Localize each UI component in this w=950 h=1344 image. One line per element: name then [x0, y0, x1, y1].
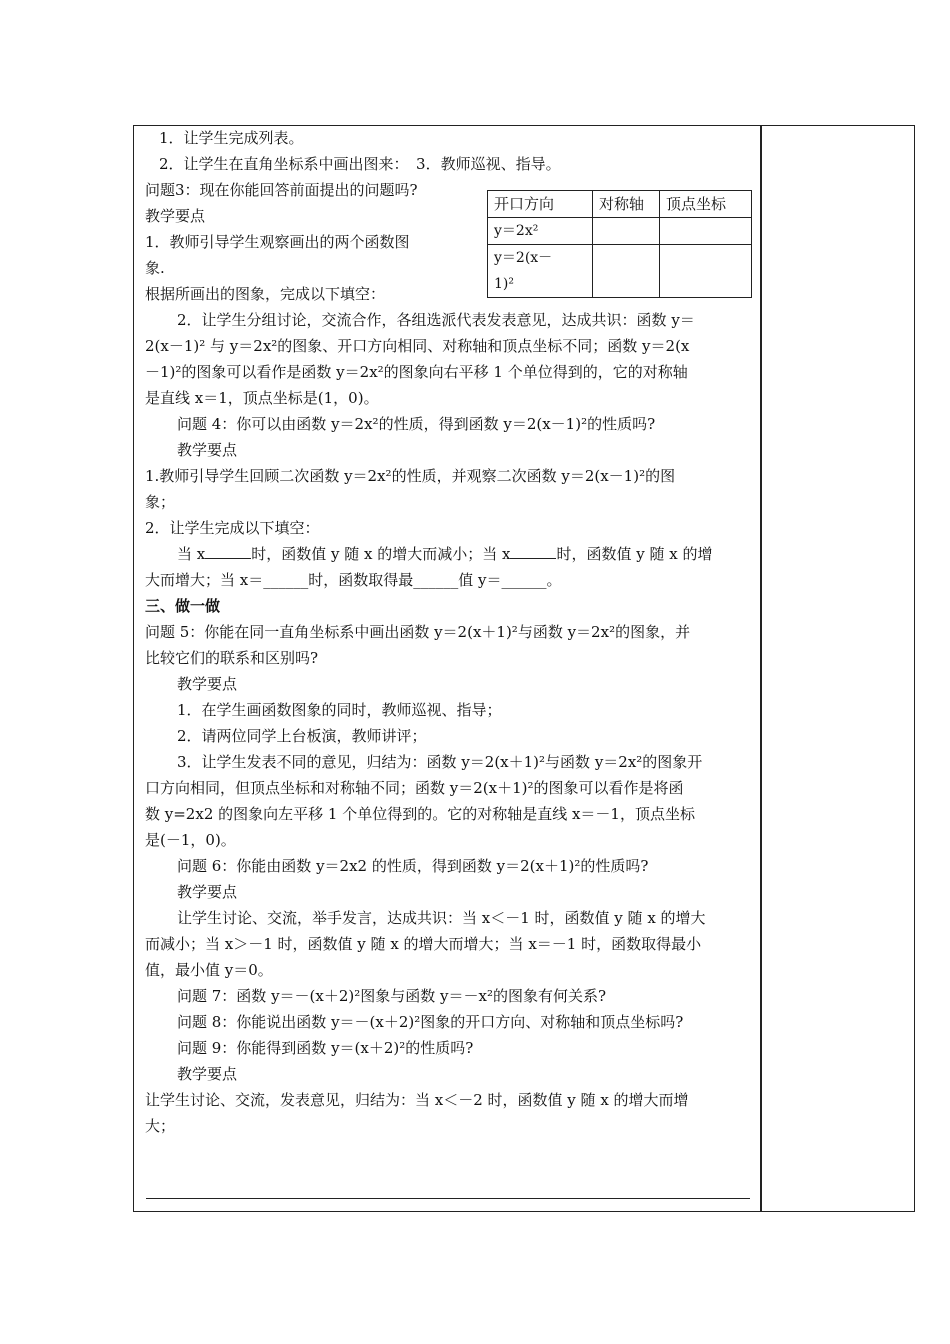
- text-line: 2．让学生完成以下填空：: [145, 519, 320, 537]
- question-7: 问题 7：函数 y＝－(x＋2)²图象与函数 y＝－x²的图象有何关系?: [177, 987, 607, 1005]
- text-line: 根据所画出的图象，完成以下填空：: [145, 285, 386, 303]
- text-line: 象；: [145, 493, 176, 511]
- table-row: [488, 245, 752, 298]
- row-label-part: y＝2(x－: [494, 250, 553, 266]
- table-header-row: [488, 191, 752, 218]
- text-line: 让学生讨论、交流，发表意见，归结为：当 x＜－2 时，函数值 y 随 x 的增大而增: [145, 1091, 689, 1109]
- fill-in-line: [145, 541, 755, 567]
- text-line: －1)²的图象可以看作是函数 y＝2x²的图象向右平移 1 个单位得到的，它的对称轴: [145, 363, 688, 381]
- teaching-points-heading: 教学要点: [177, 441, 238, 459]
- fill-text: 时，函数值 y 随 x 的增: [556, 545, 713, 563]
- text-line: 大而增大；当 x＝______时，函数取得最______值 y＝______。: [145, 571, 562, 589]
- text-line: 2．让学生分组讨论，交流合作，各组选派代表发表意见，达成共识：函数 y＝: [177, 311, 695, 329]
- question-6: 问题 6：你能由函数 y＝2x2 的性质，得到函数 y＝2(x＋1)²的性质吗?: [177, 857, 649, 875]
- section-heading: 三、做一做: [145, 597, 221, 615]
- question-9: 问题 9：你能得到函数 y＝(x＋2)²的性质吗?: [177, 1039, 474, 1057]
- teaching-points-heading: 教学要点: [177, 675, 238, 693]
- bottom-rule: [146, 1198, 750, 1199]
- text-line: 是(－1，0)。: [145, 831, 236, 849]
- teaching-points-heading: 教学要点: [177, 883, 238, 901]
- text-line: 值，最小值 y＝0。: [145, 961, 273, 979]
- text-line: 象.: [145, 259, 165, 277]
- header-vertex-coordinates: 顶点坐标: [660, 191, 752, 218]
- row-label: y＝2x²: [488, 218, 593, 245]
- question-4: 问题 4：你可以由函数 y＝2x²的性质，得到函数 y＝2(x－1)²的性质吗?: [177, 415, 656, 433]
- column-divider: [760, 125, 762, 1212]
- text-line: 1．在学生画函数图象的同时，教师巡视、指导；: [177, 701, 502, 719]
- text-line: 2．请两位同学上台板演，教师讲评；: [177, 727, 427, 745]
- text-line: 数 y=2x2 的图象向左平移 1 个单位得到的。它的对称轴是直线 x＝－1，顶点坐标: [145, 805, 695, 823]
- question-3: 问题3：现在你能回答前面提出的问题吗?: [145, 181, 418, 199]
- text-line: 2．让学生在直角坐标系中画出图来： 3．教师巡视、指导。: [159, 155, 561, 173]
- teaching-points-heading: 教学要点: [177, 1065, 238, 1083]
- teaching-points-heading: 教学要点: [145, 207, 206, 225]
- text-line: 1．教师引导学生观察画出的两个函数图: [145, 233, 410, 251]
- table-cell: [593, 218, 660, 245]
- table-cell: [660, 245, 752, 298]
- row-label: [488, 245, 593, 298]
- fill-text: 时，函数值 y 随 x 的增大而减小；当 x: [251, 545, 511, 563]
- header-axis-of-symmetry: 对称轴: [593, 191, 660, 218]
- text-line: 让学生讨论、交流，举手发言，达成共识：当 x＜－1 时，函数值 y 随 x 的增大: [177, 909, 706, 927]
- table-row: [488, 218, 752, 245]
- text-line: 3．让学生发表不同的意见，归结为：函数 y＝2(x＋1)²与函数 y＝2x²的图象开: [177, 753, 703, 771]
- text-line: 1．让学生完成列表。: [159, 129, 304, 147]
- header-opening-direction: 开口方向: [488, 191, 593, 218]
- text-line: 2(x－1)² 与 y＝2x²的图象、开口方向相同、对称轴和顶点坐标不同；函数 y＝2(x: [145, 337, 690, 355]
- fill-blank: [205, 544, 251, 559]
- text-line: 是直线 x＝1，顶点坐标是(1，0)。: [145, 389, 379, 407]
- text-line: 口方向相同，但顶点坐标和对称轴不同；函数 y＝2(x＋1)²的图象可以看作是将函: [145, 779, 684, 797]
- fill-text: 当 x: [177, 545, 206, 563]
- question-5: 问题 5：你能在同一直角坐标系中画出函数 y＝2(x＋1)²与函数 y＝2x²的图象，并: [145, 623, 691, 641]
- table-cell: [593, 245, 660, 298]
- row-label-part: 1)²: [494, 276, 514, 292]
- table-cell: [660, 218, 752, 245]
- text-line: 大；: [145, 1117, 176, 1135]
- text-line: 比较它们的联系和区别吗?: [145, 649, 319, 667]
- fill-blank: [510, 544, 556, 559]
- properties-table: [487, 190, 752, 298]
- text-line: 而减小；当 x＞－1 时，函数值 y 随 x 的增大而增大；当 x＝－1 时，函数取得最小: [145, 935, 702, 953]
- question-8: 问题 8：你能说出函数 y＝－(x＋2)²图象的开口方向、对称轴和顶点坐标吗?: [177, 1013, 684, 1031]
- text-line: 1.教师引导学生回顾二次函数 y＝2x²的性质，并观察二次函数 y＝2(x－1)²的图: [145, 467, 676, 485]
